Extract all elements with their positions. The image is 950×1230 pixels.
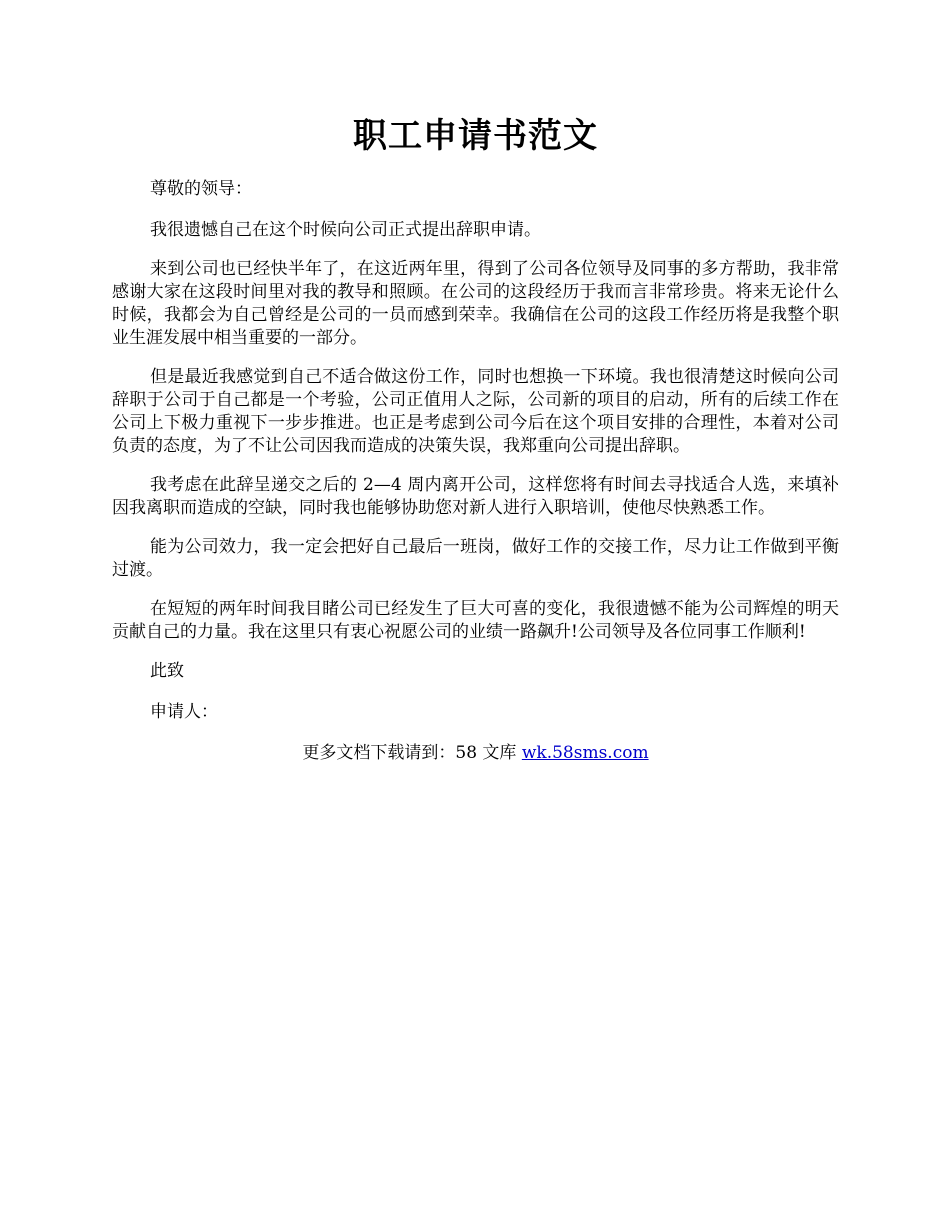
document-page xyxy=(112,112,839,765)
paragraph-3: 但是最近我感觉到自己不适合做这份工作，同时也想换一下环境。我也很清楚这时候向公司辞职于公司于自己都是一个考验，公司正值用人之际，公司新的项目的启动，所有的后续工作在公司上下极力重视下一步步推进。也正是考虑到公司今后在这个项目安排的合理性，本着对公司负责的态度，为了不让公司因我而造成的决策失误，我郑重向公司提出辞职。 xyxy=(112,367,839,456)
paragraph-5: 能为公司效力，我一定会把好自己最后一班岗，做好工作的交接工作，尽力让工作做到平衡过渡。 xyxy=(112,537,839,580)
paragraph-4: 我考虑在此辞呈递交之后的 2—4 周内离开公司，这样您将有时间去寻找适合人选，来填补因我离职而造成的空缺，同时我也能够协助您对新人进行入职培训，使他尽快熟悉工作。 xyxy=(112,475,839,518)
footer-text: 更多文档下载请到：58 文库 xyxy=(302,743,522,763)
signature: 申请人： xyxy=(150,702,218,722)
document-title: 职工申请书范文 xyxy=(353,116,598,156)
closing: 此致 xyxy=(150,661,184,681)
greeting: 尊敬的领导： xyxy=(150,179,252,199)
footer xyxy=(112,742,839,765)
paragraph-6: 在短短的两年时间我目睹公司已经发生了巨大可喜的变化，我很遗憾不能为公司辉煌的明天贡献自己的力量。我在这里只有衷心祝愿公司的业绩一路飙升!公司领导及各位同事工作顺利! xyxy=(112,599,839,642)
paragraph-2: 来到公司也已经快半年了，在这近两年里，得到了公司各位领导及同事的多方帮助，我非常感谢大家在这段时间里对我的教导和照顾。在公司的这段经历于我而言非常珍贵。将来无论什么时候，我都会为自己曾经是公司的一员而感到荣幸。我确信在公司的这段工作经历将是我整个职业生涯发展中相当重要的一部分。 xyxy=(112,259,839,348)
paragraph-1: 我很遗憾自己在这个时候向公司正式提出辞职申请。 xyxy=(150,220,541,240)
footer-link[interactable]: wk.58sms.com xyxy=(521,743,649,763)
